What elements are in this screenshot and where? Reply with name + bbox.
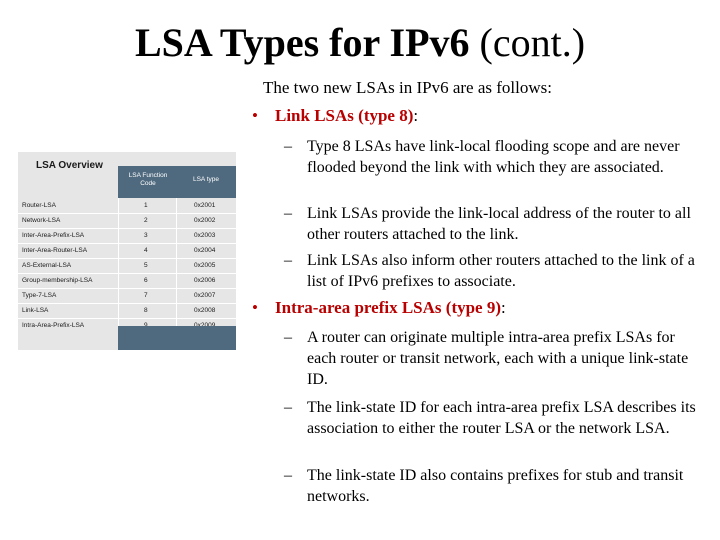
table-row: [18, 258, 236, 273]
sub-text: The link-state ID for each intra-area prefix LSA describes its association to either the router LSA or the network LSA.: [307, 399, 696, 437]
table-row: [18, 273, 236, 288]
row-divider: [18, 228, 236, 229]
lsa-code-cell: 6: [144, 277, 148, 284]
lsa-overview-title: LSA Overview: [36, 160, 103, 171]
lsa-type-cell: 0x2003: [194, 232, 216, 239]
sub-marker: –: [284, 399, 292, 416]
lsa-type-cell: 0x2006: [194, 277, 216, 284]
sub-marker: –: [284, 205, 292, 222]
table-row: [18, 243, 236, 258]
lsa-type-cell: 0x2002: [194, 217, 216, 224]
lsa-code-cell: 4: [144, 247, 148, 254]
lsa-type-cell: 0x2007: [194, 292, 216, 299]
column-divider: [176, 198, 177, 326]
row-divider: [18, 258, 236, 259]
header-function-code: LSA Function Code: [128, 172, 168, 187]
lsa-name-cell: Group-membership-LSA: [22, 277, 93, 284]
bullet-marker: •: [252, 106, 258, 125]
lsa-name-cell: Router-LSA: [22, 202, 56, 209]
lsa-code-cell: 3: [144, 232, 148, 239]
slide-title: [0, 20, 720, 66]
lsa-overview-table: [18, 152, 236, 350]
sub-marker: –: [284, 138, 292, 155]
sub-marker: –: [284, 252, 292, 269]
bullet-marker: •: [252, 298, 258, 317]
column-divider: [118, 198, 119, 326]
table-footer-band: [118, 326, 236, 350]
intro-text: The two new LSAs in IPv6 are as follows:: [263, 78, 552, 97]
lsa-name-cell: Link-LSA: [22, 307, 49, 314]
lsa-code-cell: 7: [144, 292, 148, 299]
row-divider: [18, 243, 236, 244]
sub-text: The link-state ID also contains prefixes for stub and transit networks.: [307, 467, 684, 505]
table-row: [18, 213, 236, 228]
row-divider: [18, 213, 236, 214]
lsa-code-cell: 2: [144, 217, 148, 224]
row-divider: [18, 288, 236, 289]
sub-text: Link LSAs also inform other routers attached to the link of a list of IPv6 prefixes to associate.: [307, 252, 695, 290]
lsa-type-cell: 0x2005: [194, 262, 216, 269]
lsa-code-cell: 5: [144, 262, 148, 269]
row-divider: [18, 303, 236, 304]
header-lsa-type: LSA type: [192, 176, 220, 183]
bullet-label: Link LSAs (type 8):: [275, 106, 419, 125]
sub-text: A router can originate multiple intra-area prefix LSAs for each router or transit network, each with a unique link-state ID.: [307, 329, 689, 388]
lsa-name-cell: Inter-Area-Router-LSA: [22, 247, 88, 254]
slide-title-bold: LSA Types for IPv6: [134, 20, 470, 65]
sub-marker: –: [284, 329, 292, 346]
lsa-type-cell: 0x2004: [194, 247, 216, 254]
sub-marker: –: [284, 467, 292, 484]
bullet-label: Intra-area prefix LSAs (type 9):: [275, 298, 506, 317]
lsa-name-cell: Network-LSA: [22, 217, 61, 224]
lsa-name-cell: Type-7-LSA: [22, 292, 57, 299]
lsa-name-cell: Inter-Area-Prefix-LSA: [22, 232, 85, 239]
lsa-type-cell: 0x2008: [194, 307, 216, 314]
lsa-code-cell: 1: [144, 202, 148, 209]
table-row: [18, 198, 236, 213]
row-divider: [18, 273, 236, 274]
lsa-name-cell: Intra-Area-Prefix-LSA: [22, 322, 85, 329]
lsa-name-cell: AS-External-LSA: [22, 262, 72, 269]
lsa-code-cell: 8: [144, 307, 148, 314]
table-row: [18, 228, 236, 243]
slide-title-suffix: (cont.): [469, 20, 586, 65]
sub-text: Link LSAs provide the link-local address of the router to all other routers attached to the link.: [307, 205, 691, 243]
table-row: [18, 303, 236, 318]
table-row: [18, 288, 236, 303]
lsa-type-cell: 0x2001: [194, 202, 216, 209]
sub-text: Type 8 LSAs have link-local flooding scope and are never flooded beyond the link with which they are associated.: [307, 138, 680, 176]
row-divider: [18, 318, 236, 319]
